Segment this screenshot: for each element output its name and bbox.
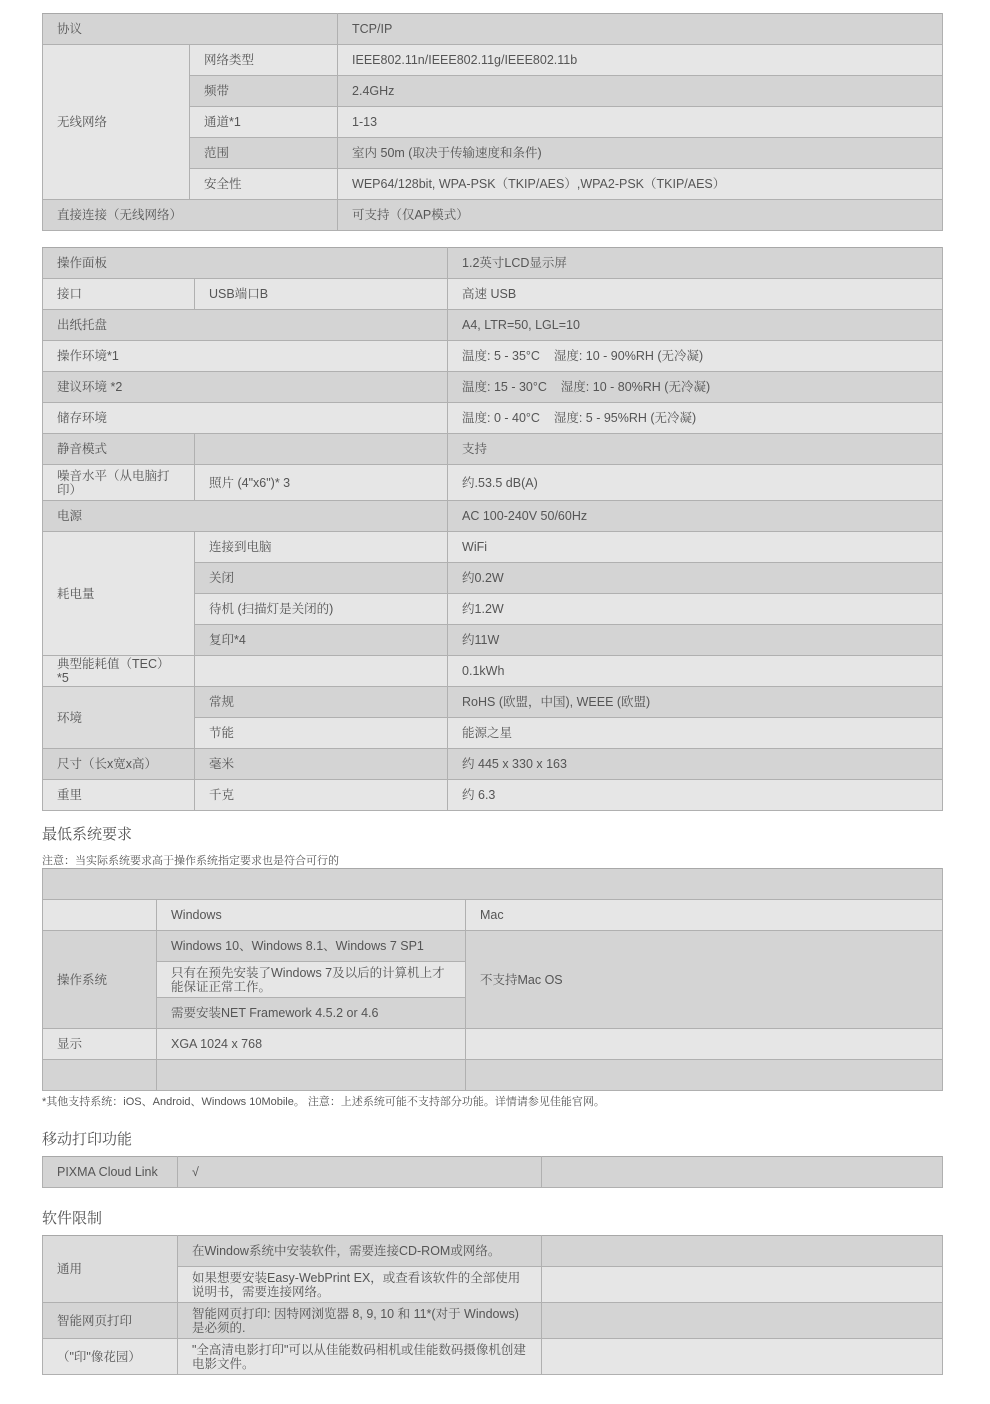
display-label: 显示 [43, 1029, 157, 1060]
band-label: 频带 [190, 76, 338, 107]
sysreq-blank-cell [43, 1060, 157, 1091]
cloud-link-label: PIXMA Cloud Link [43, 1157, 178, 1188]
sysreq-title: 最低系统要求 [42, 826, 133, 843]
tray-label: 出纸托盘 [43, 310, 448, 341]
quiet-value: 支持 [448, 434, 943, 465]
os-label: 操作系统 [43, 931, 157, 1029]
panel-label: 操作面板 [43, 248, 448, 279]
tec-label: 典型能耗值（TEC）*5 [43, 656, 195, 687]
environment-value: RoHS (欧盟，中国), WEEE (欧盟) [448, 687, 943, 718]
direct-connect-value: 可支持（仅AP模式） [338, 200, 943, 231]
wireless-group-label: 无线网络 [43, 45, 190, 200]
noise-sub: 照片 (4"x6")* 3 [195, 465, 448, 501]
mobile-table [42, 1156, 943, 1188]
weight-label: 重里 [43, 780, 195, 811]
sysreq-blank-cell [157, 1060, 466, 1091]
software-general-webprint: 如果想要安装Easy-WebPrint EX，或查看该软件的全部使用说明书，需要连接网络。 [178, 1267, 542, 1303]
software-general-label: 通用 [43, 1236, 178, 1303]
noise-value: 约.53.5 dB(A) [448, 465, 943, 501]
mobile-title: 移动打印功能 [42, 1131, 133, 1148]
direct-connect-label: 直接连接（无线网络） [43, 200, 338, 231]
sysreq-footnote: *其他支持系统：iOS、Android、Windows 10Mobile。 注意：上述系统可能不支持部分功能。详情请参见佳能官网。 [42, 1096, 605, 1108]
power-value: AC 100-240V 50/60Hz [448, 501, 943, 532]
consumption-value: 约1.2W [448, 594, 943, 625]
sysreq-table [42, 868, 943, 1091]
environment-sub: 常规 [195, 687, 448, 718]
op-env-label: 操作环境*1 [43, 341, 448, 372]
os-windows-versions: Windows 10、Windows 8.1、Windows 7 SP1 [157, 931, 466, 962]
tec-value: 0.1kWh [448, 656, 943, 687]
smart-web-label: 智能网页打印 [43, 1303, 178, 1339]
software-general-cdrom: 在Window系统中安装软件，需要连接CD-ROM或网络。 [178, 1236, 542, 1267]
tec-sub [195, 656, 448, 687]
spec-page [32, 0, 952, 1384]
col-windows: Windows [157, 900, 466, 931]
size-sub: 毫米 [195, 749, 448, 780]
noise-label: 噪音水平（从电脑打印） [43, 465, 195, 501]
consumption-sub: 复印*4 [195, 625, 448, 656]
garden-value: "全高清电影打印"可以从佳能数码相机或佳能数码摄像机创建电影文件。 [178, 1339, 542, 1375]
sysreq-col-blank [43, 900, 157, 931]
wireless-table [42, 13, 943, 231]
power-label: 电源 [43, 501, 448, 532]
general-table [42, 247, 943, 811]
consumption-value: 约0.2W [448, 563, 943, 594]
consumption-sub: 待机 (扫描灯是关闭的) [195, 594, 448, 625]
protocol-value: TCP/IP [338, 14, 943, 45]
environment-label: 环境 [43, 687, 195, 749]
range-label: 范围 [190, 138, 338, 169]
cloud-link-blank [542, 1157, 943, 1188]
range-value: 室内 50m (取决于传输速度和条件) [338, 138, 943, 169]
size-value: 约 445 x 330 x 163 [448, 749, 943, 780]
software-blank [542, 1236, 943, 1267]
interface-label: 接口 [43, 279, 195, 310]
network-type-label: 网络类型 [190, 45, 338, 76]
software-blank [542, 1267, 943, 1303]
os-mac-value: 不支持Mac OS [466, 931, 943, 1029]
size-label: 尺寸（长x宽x高） [43, 749, 195, 780]
tray-value: A4, LTR=50, LGL=10 [448, 310, 943, 341]
channel-value: 1-13 [338, 107, 943, 138]
consumption-value: 约11W [448, 625, 943, 656]
channel-label: 通道*1 [190, 107, 338, 138]
environment-sub: 节能 [195, 718, 448, 749]
rec-env-value: 温度: 15 - 30°C 湿度: 10 - 80%RH (无冷凝) [448, 372, 943, 403]
display-mac [466, 1029, 943, 1060]
consumption-label: 耗电量 [43, 532, 195, 656]
rec-env-label: 建议环境 *2 [43, 372, 448, 403]
software-title: 软件限制 [42, 1210, 103, 1227]
interface-sub: USB端口B [195, 279, 448, 310]
software-blank [542, 1339, 943, 1375]
software-blank [542, 1303, 943, 1339]
os-windows-note: 只有在预先安装了Windows 7及以后的计算机上才能保证正常工作。 [157, 962, 466, 998]
panel-value: 1.2英寸LCD显示屏 [448, 248, 943, 279]
consumption-sub: 关闭 [195, 563, 448, 594]
consumption-value: WiFi [448, 532, 943, 563]
security-label: 安全性 [190, 169, 338, 200]
security-value: WEP64/128bit, WPA-PSK（TKIP/AES）,WPA2-PSK（TKIP/AES） [338, 169, 943, 200]
garden-label: （"印"像花园） [43, 1339, 178, 1375]
interface-value: 高速 USB [448, 279, 943, 310]
os-windows-framework: 需要安装NET Framework 4.5.2 or 4.6 [157, 998, 466, 1029]
storage-env-label: 储存环境 [43, 403, 448, 434]
sysreq-header-blank [43, 869, 943, 900]
weight-value: 约 6.3 [448, 780, 943, 811]
col-mac: Mac [466, 900, 943, 931]
quiet-sub [195, 434, 448, 465]
consumption-sub: 连接到电脑 [195, 532, 448, 563]
quiet-label: 静音模式 [43, 434, 195, 465]
storage-env-value: 温度: 0 - 40°C 湿度: 5 - 95%RH (无冷凝) [448, 403, 943, 434]
network-type-value: IEEE802.11n/IEEE802.11g/IEEE802.11b [338, 45, 943, 76]
band-value: 2.4GHz [338, 76, 943, 107]
software-table [42, 1235, 943, 1375]
environment-value: 能源之星 [448, 718, 943, 749]
cloud-link-value: √ [178, 1157, 542, 1188]
protocol-label: 协议 [43, 14, 338, 45]
smart-web-value: 智能网页打印: 因特网浏览器 8, 9, 10 和 11*(对于 Windows) 是必须的. [178, 1303, 542, 1339]
weight-sub: 千克 [195, 780, 448, 811]
sysreq-note: 注意：当实际系统要求高于操作系统指定要求也是符合可行的 [42, 855, 339, 867]
op-env-value: 温度: 5 - 35°C 湿度: 10 - 90%RH (无冷凝) [448, 341, 943, 372]
display-windows: XGA 1024 x 768 [157, 1029, 466, 1060]
sysreq-blank-cell [466, 1060, 943, 1091]
